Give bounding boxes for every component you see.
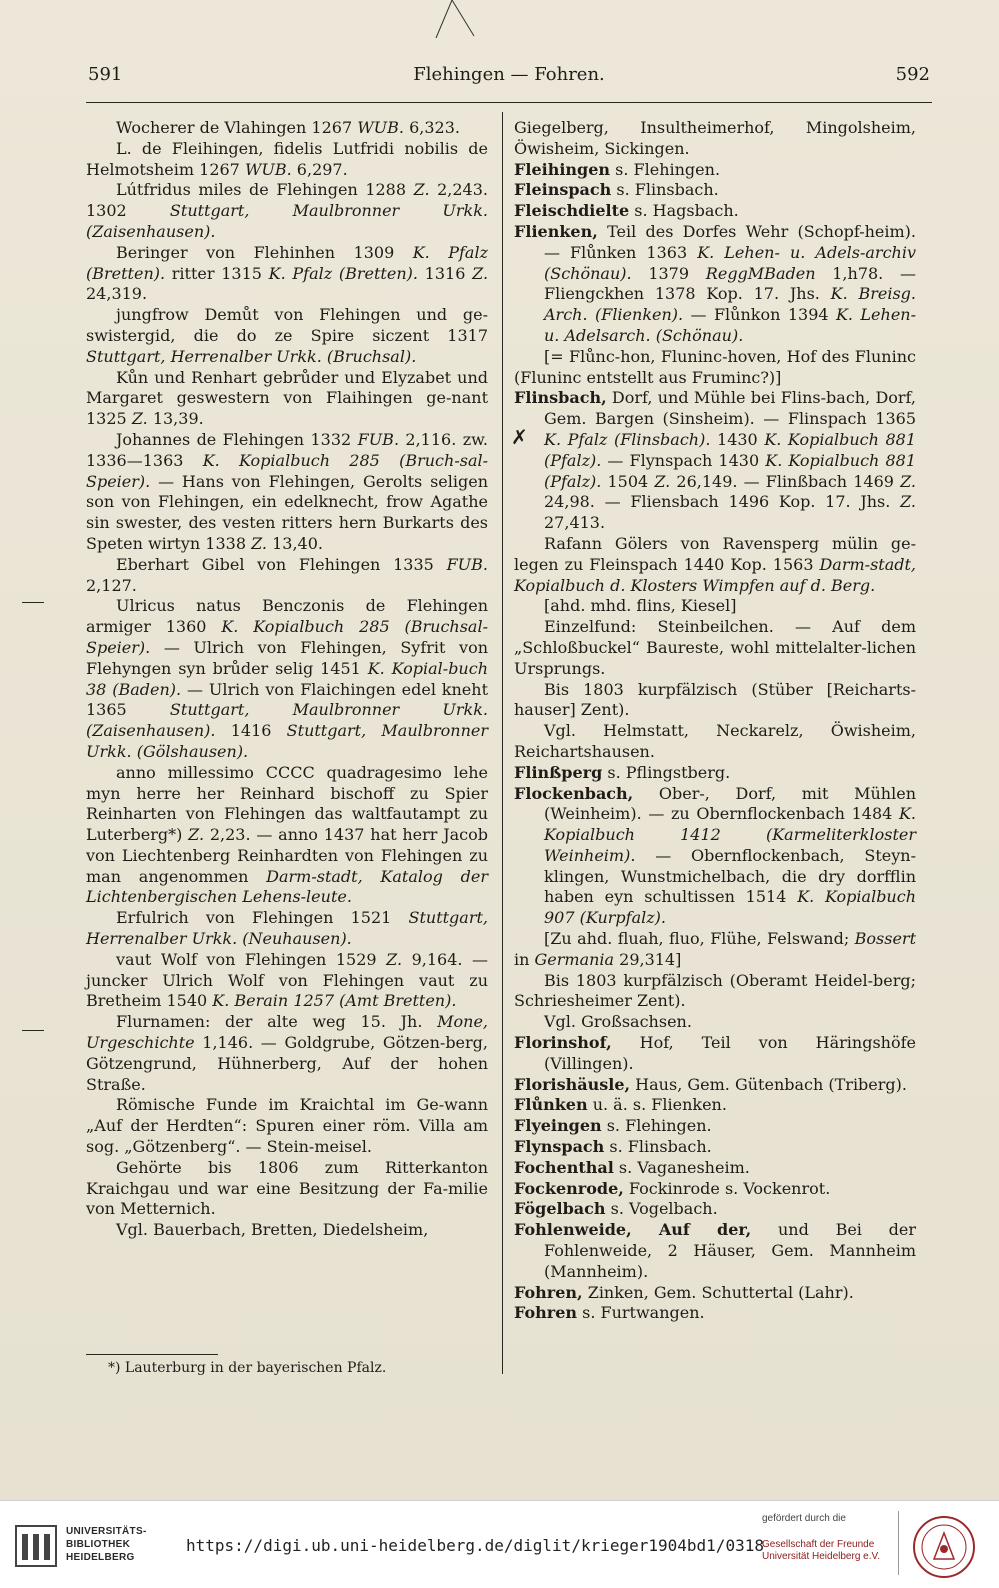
footer-divider	[898, 1511, 899, 1575]
pencil-mark-icon	[430, 0, 480, 40]
library-logo-icon	[14, 1524, 58, 1568]
entry-paragraph: Fohren s. Furtwangen.	[514, 1303, 705, 1323]
entry-paragraph: Flyeingen s. Flehingen.	[514, 1116, 712, 1136]
entry-paragraph: Fochenthal s. Vaganesheim.	[514, 1157, 750, 1177]
entry-paragraph: Flockenbach, Ober-, Dorf, mit Mühlen (Weinheim). — zu Obernflockenbach 1484 K. Kopialbuch 1412 (Karmeliterkloster Weinheim). — Obernflockenbach, Steyn-klingen, Wunstmichelbach, die dry dorfflin haben eyn schultissen 1514 K. Kopialbuch 907 (Kurpfalz).	[514, 783, 916, 928]
entry-paragraph: Eberhart Gibel von Flehingen 1335 FUB. 2,127.	[86, 554, 488, 595]
right-column	[514, 118, 916, 1324]
margin-x-icon: ✗	[511, 425, 528, 449]
entry-paragraph: Flůnken u. ä. s. Flienken.	[514, 1095, 727, 1115]
entry-paragraph: Erfulrich von Flehingen 1521 Stuttgart, Herrenalber Urkk. (Neuhausen).	[86, 908, 488, 949]
entry-paragraph: Beringer von Flehinhen 1309 K. Pfalz (Bretten). ritter 1315 K. Pfalz (Bretten). 1316 Z. 24,319.	[86, 242, 489, 304]
entry-paragraph: Ulricus natus Benczonis de Flehingen armiger 1360 K. Kopialbuch 285 (Bruchsal-Speier). — Ulrich von Flehingen, Syfrit von Flehyngen syn brůder selig 1451 K. Kopial-buch 38 (Baden). — Ulrich von Flaichingen edel kneht 1365 Stuttgart, Maulbronner Urkk. (Zaisenhausen). 1416 Stuttgart, Maulbronner Urkk. (Gölshausen).	[86, 596, 489, 761]
entry-paragraph: L. de Fleihingen, fidelis Lutfridi nobilis de Helmotsheim 1267 WUB. 6,297.	[86, 138, 488, 179]
entry-paragraph: anno millessimo CCCC quadragesimo lehe myn herre her Reinhard bischoff zu Spier Reinharten von Flehingen das waltfautampt zu Luterberg*) Z. 2,23. — anno 1437 hat herr Jacob von Liechtenberg Reinhardten von Flehingen zu man angenommen Darm-stadt, Katalog der Lichtenbergischen Lehens-leute.	[86, 762, 488, 907]
viewer-footer	[0, 1500, 999, 1588]
margin-mark	[22, 1030, 44, 1031]
entry-paragraph: Flinsbach, Dorf, und Mühle bei Flins-bach, Dorf, Gem. Bargen (Sinsheim). — Flinspach 1365 K. Pfalz (Flinsbach). 1430 K. Kopialbuch 881 (Pfalz). — Flynspach 1430 K. Kopialbuch 881 (Pfalz). 1504 Z. 26,149. — Flinßbach 1469 Z. 24,98. — Fliensbach 1496 Kop. 17. Jhs. Z. 27,413.	[514, 388, 917, 533]
margin-mark	[22, 602, 44, 603]
left-column	[86, 118, 488, 1241]
university-seal-icon	[912, 1515, 976, 1579]
column-divider	[502, 112, 503, 1374]
entry-paragraph: Bis 1803 kurpfälzisch (Oberamt Heidel-berg; Schriesheimer Zent).	[514, 970, 916, 1011]
permalink-url[interactable]: https://digi.ub.uni-heidelberg.de/diglit/krieger1904bd1/0318	[186, 1536, 764, 1555]
entry-paragraph: Flurnamen: der alte weg 15. Jh. Mone, Urgeschichte 1,146. — Goldgrube, Götzen-berg, Götzengrund, Hühnerberg, Auf der hohen Straße.	[86, 1012, 488, 1094]
entry-paragraph: Römische Funde im Kraichtal im Ge-wann „Auf der Herdten“: Spuren einer röm. Villa am sog. „Götzenberg“. — Stein-meisel.	[86, 1095, 488, 1157]
entry-paragraph: Bis 1803 kurpfälzisch (Stüber [Reicharts-hauser] Zent).	[514, 679, 916, 720]
entry-paragraph: Wocherer de Vlahingen 1267 WUB. 6,323.	[116, 118, 460, 137]
page-number-right: 592	[895, 64, 930, 85]
entry-paragraph: Flynspach s. Flinsbach.	[514, 1137, 712, 1157]
header-rule	[86, 102, 932, 103]
entry-paragraph: Kůn und Renhart gebrůder und Elyzabet und Margaret geswestern von Flaihingen ge-nant 1325 Z. 13,39.	[86, 367, 488, 429]
entry-paragraph: Fleihingen s. Flehingen.	[514, 159, 721, 179]
page-number-left: 591	[88, 64, 123, 85]
entry-paragraph: Flinßperg s. Pflingstberg.	[514, 762, 731, 782]
entry-paragraph: Flienken, Teil des Dorfes Wehr (Schopf-heim). — Flůnken 1363 K. Lehen- u. Adels-archiv (Schönau). 1379 ReggMBaden 1,h78. — Fliengckhen 1378 Kop. 17. Jhs. K. Breisg. Arch. (Flienken). — Flůnkon 1394 K. Lehen- u. Adelsarch. (Schönau).	[514, 221, 917, 345]
entry-paragraph: vaut Wolf von Flehingen 1529 Z. 9,164. — juncker Ulrich Wolf von Flehingen vaut zu Bretheim 1540 K. Berain 1257 (Amt Bretten).	[86, 949, 488, 1011]
entry-paragraph: Lútfridus miles de Flehingen 1288 Z. 2,243. 1302 Stuttgart, Maulbronner Urkk. (Zaisenhausen).	[86, 180, 489, 241]
entry-paragraph: Einzelfund: Steinbeilchen. — Auf dem „Schloßbuckel“ Baureste, wohl mittelalter-lichen Ursprungs.	[514, 617, 916, 678]
running-title: Flehingen — Fohren.	[413, 64, 605, 85]
entry-paragraph: [= Flůnc-hon, Fluninc-hoven, Hof des Fluninc (Fluninc entstellt aus Fruminc?)]	[514, 346, 916, 387]
entry-paragraph: Vgl. Helmstatt, Neckarelz, Öwisheim, Reichartshausen.	[514, 721, 916, 761]
entry-paragraph: Florishäusle, Haus, Gem. Gütenbach (Triberg).	[514, 1074, 907, 1094]
entry-paragraph: Fockenrode, Fockinrode s. Vockenrot.	[514, 1178, 831, 1198]
entry-paragraph: jungfrow Demůt von Flehingen und ge-swistergid, die do ze Spire siczent 1317 Stuttgart, Herrenalber Urkk. (Bruchsal).	[86, 305, 488, 366]
library-name: UNIVERSITÄTS- BIBLIOTHEK HEIDELBERG	[66, 1526, 147, 1563]
entry-paragraph: Fleischdielte s. Hagsbach.	[514, 201, 739, 221]
entry-paragraph: Fohren, Zinken, Gem. Schuttertal (Lahr).	[514, 1282, 854, 1302]
sponsor-credit: gefördert durch die Gesellschaft der Freunde Universität Heidelberg e.V.	[762, 1513, 881, 1562]
entry-paragraph: Vgl. Großsachsen.	[544, 1012, 692, 1032]
footnote-rule	[86, 1354, 218, 1355]
entry-paragraph: Johannes de Flehingen 1332 FUB. 2,116. zw. 1336—1363 K. Kopialbuch 285 (Bruch-sal-Speier). — Hans von Flehingen, Gerolts seligen son von Flehingen, ein edelknecht, frow Agathe sin swester, des vesten ritters hern Burkarts des Speten wirtyn 1338 Z. 13,40.	[86, 429, 489, 553]
entry-paragraph: Fleinspach s. Flinsbach.	[514, 180, 719, 200]
entry-paragraph: Fögelbach s. Vogelbach.	[514, 1199, 718, 1219]
footnote: *) Lauterburg in der bayerischen Pfalz.	[108, 1360, 387, 1376]
running-header	[88, 64, 930, 94]
entry-paragraph: Fohlenweide, Auf der, und Bei der Fohlenweide, 2 Häuser, Gem. Mannheim (Mannheim).	[514, 1220, 917, 1281]
entry-paragraph: Rafann Gölers von Ravensperg mülin ge-legen zu Fleinspach 1440 Kop. 1563 Darm-stadt, Kopialbuch d. Klosters Wimpfen auf d. Berg.	[514, 533, 916, 595]
entry-paragraph: [ahd. mhd. flins, Kiesel]	[544, 596, 737, 616]
entry-paragraph: Vgl. Bauerbach, Bretten, Diedelsheim,	[116, 1220, 429, 1240]
entry-paragraph: Florinshof, Hof, Teil von Häringshöfe (Villingen).	[514, 1033, 916, 1073]
entry-paragraph: Giegelberg, Insultheimerhof, Mingolsheim, Öwisheim, Sickingen.	[514, 118, 916, 158]
entry-paragraph: [Zu ahd. fluah, fluo, Flühe, Felswand; Bossert in Germania 29,314]	[514, 929, 916, 969]
entry-paragraph: Gehörte bis 1806 zum Ritterkanton Kraichgau und war eine Besitzung der Fa-milie von Metternich.	[86, 1157, 488, 1219]
